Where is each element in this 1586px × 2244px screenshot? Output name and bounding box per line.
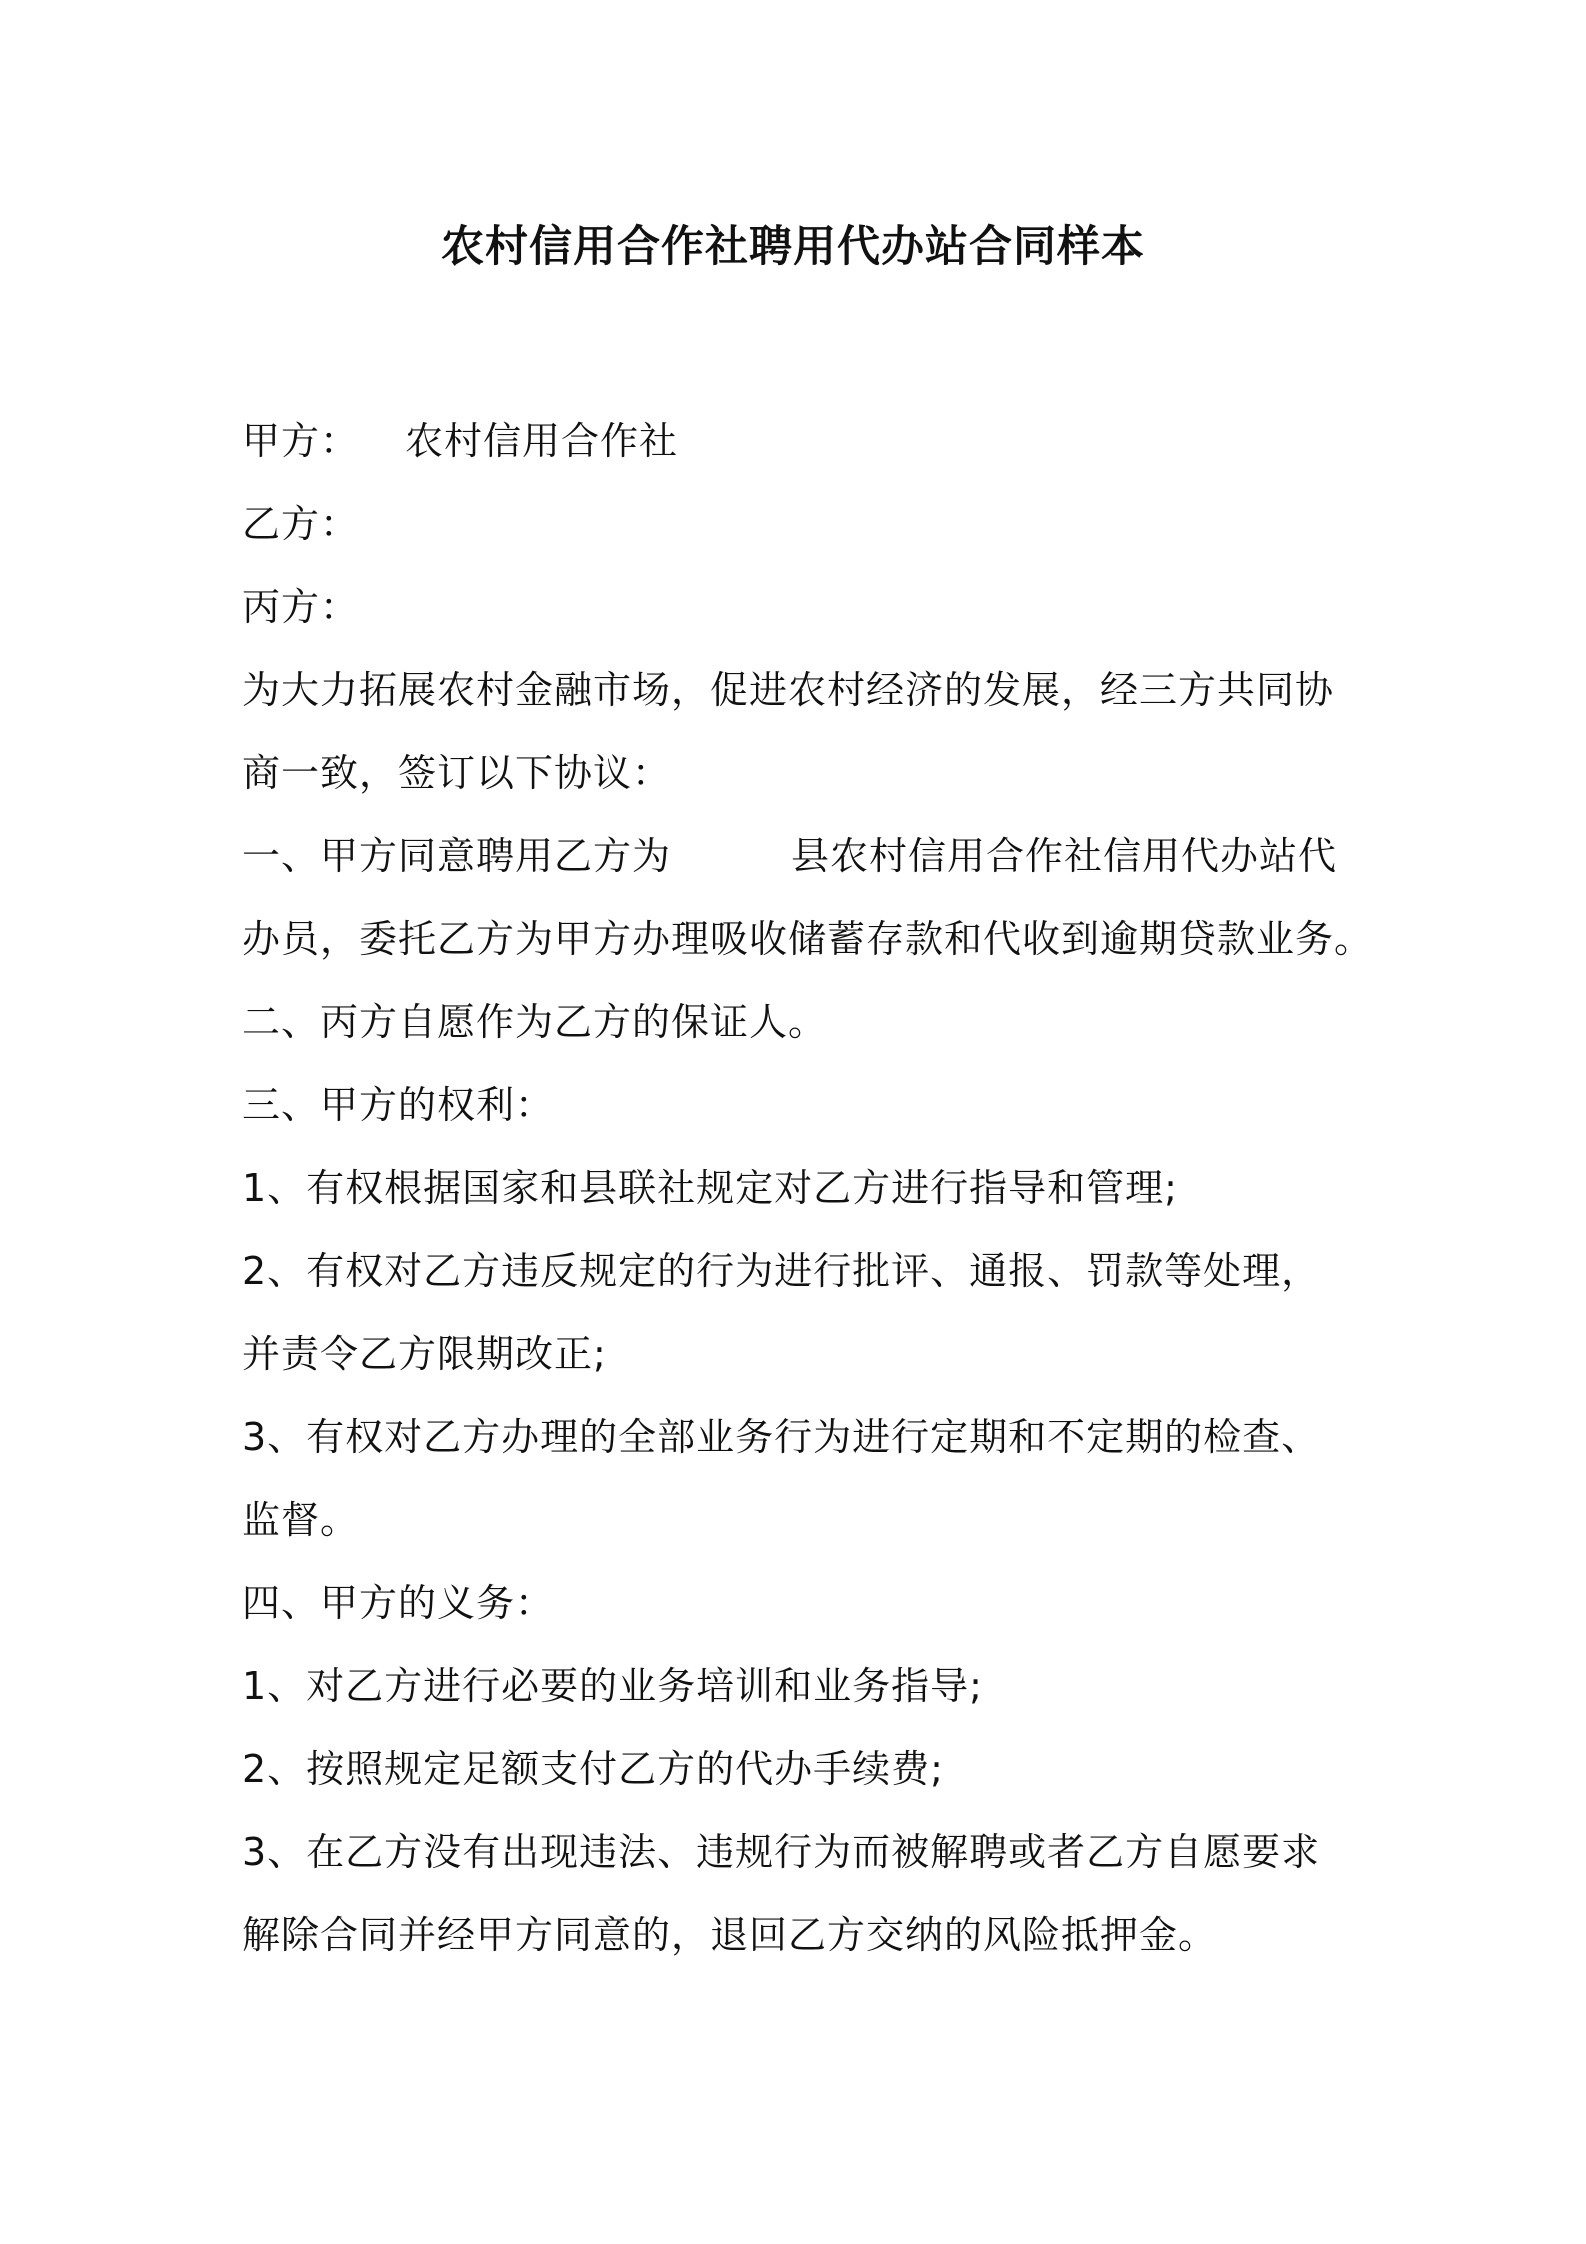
contract-body [242, 400, 1372, 1977]
clause-1-part-1: 一、甲方同意聘用乙方为 [242, 834, 672, 878]
section-4-item-1: 1、对乙方进行必要的业务培训和业务指导; [242, 1664, 983, 1708]
party-a-line [242, 400, 1372, 483]
preamble-line-1: 为大力拓展农村金融市场，促进农村经济的发展，经三方共同协 [242, 668, 1335, 712]
party-a-label: 甲方： [242, 419, 360, 463]
party-b-line [242, 483, 1372, 566]
section-3-item-2-line-2: 并责令乙方限期改正; [242, 1332, 607, 1376]
section-3-item-3-line-1: 3、有权对乙方办理的全部业务行为进行定期和不定期的检查、 [242, 1415, 1321, 1459]
section-4-item-3-line-1: 3、在乙方没有出现违法、违规行为而被解聘或者乙方自愿要求 [242, 1830, 1321, 1874]
clause-2: 二、丙方自愿作为乙方的保证人。 [242, 1000, 828, 1044]
party-a-name: 农村信用合作社 [405, 419, 679, 463]
party-c-line [242, 566, 1372, 649]
section-4-item-3-line-2: 解除合同并经甲方同意的，退回乙方交纳的风险抵押金。 [242, 1913, 1218, 1957]
party-b-label: 乙方： [242, 502, 360, 546]
clause-1-part-2: 县农村信用合作社信用代办站代 [791, 834, 1338, 878]
section-3-heading: 三、甲方的权利： [242, 1083, 555, 1127]
clause-1-line-1 [242, 815, 1372, 898]
section-3-item-2-line-1: 2、有权对乙方违反规定的行为进行批评、通报、罚款等处理， [242, 1249, 1321, 1293]
section-4-item-2: 2、按照规定足额支付乙方的代办手续费; [242, 1747, 944, 1791]
preamble-line-2: 商一致，签订以下协议： [242, 751, 672, 795]
section-3-item-3-line-2: 监督。 [242, 1498, 360, 1542]
section-3-item-1: 1、有权根据国家和县联社规定对乙方进行指导和管理; [242, 1166, 1178, 1210]
document-title: 农村信用合作社聘用代办站合同样本 [441, 222, 1145, 272]
section-4-heading: 四、甲方的义务： [242, 1581, 555, 1625]
party-c-label: 丙方： [242, 585, 360, 629]
clause-1-line-2: 办员，委托乙方为甲方办理吸收储蓄存款和代收到逾期贷款业务。 [242, 917, 1374, 961]
